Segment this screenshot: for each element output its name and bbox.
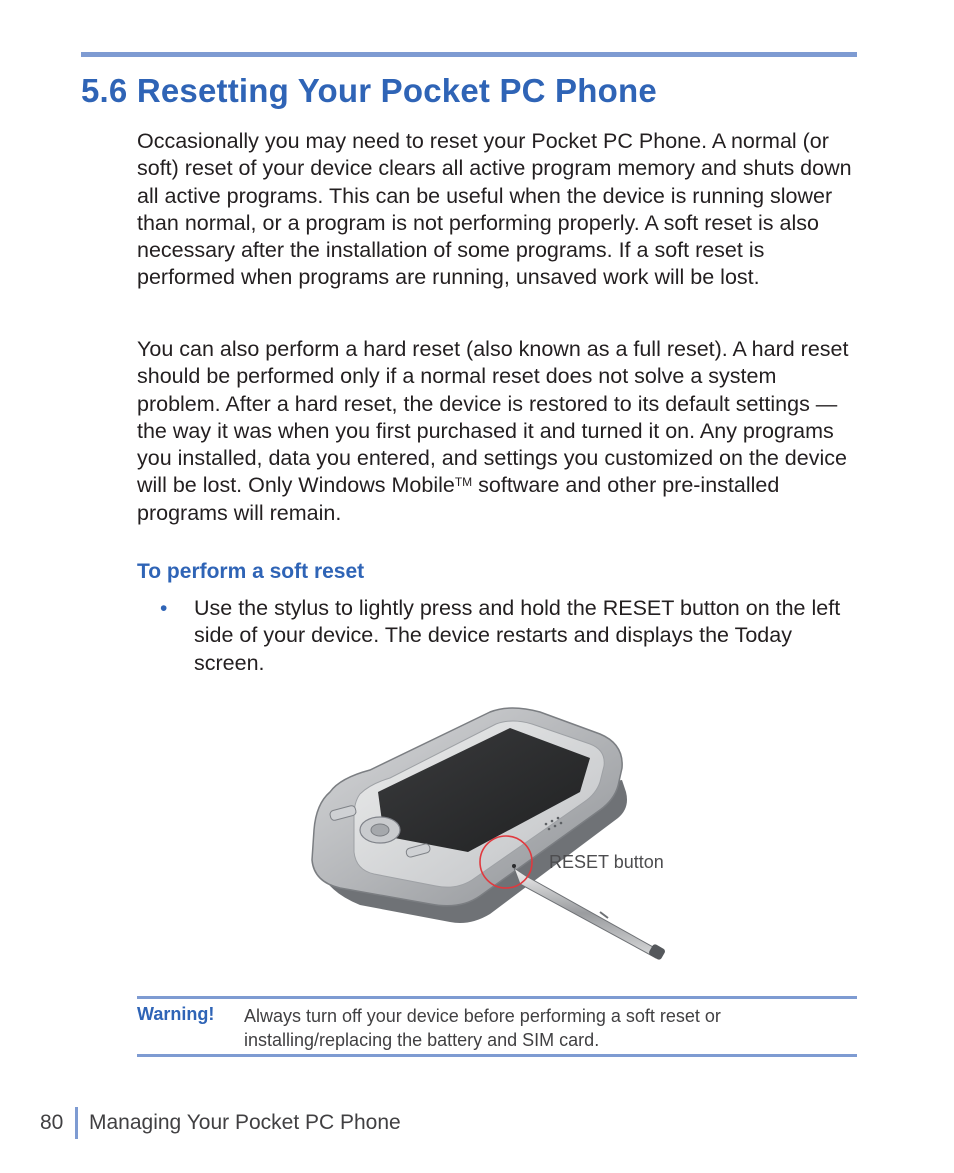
paragraph-hard-reset xyxy=(137,336,857,527)
warning-rule-top xyxy=(137,996,857,999)
pocket-pc-device-image xyxy=(300,700,690,970)
paragraph-hard-reset-tail: software and other pre-installed programs will remain. xyxy=(137,473,780,525)
section-title: 5.6 Resetting Your Pocket PC Phone xyxy=(81,72,657,109)
footer-divider xyxy=(75,1107,78,1139)
footer-chapter-title: Managing Your Pocket PC Phone xyxy=(89,1111,401,1134)
procedure-step-text: Use the stylus to lightly press and hold the RESET button on the left side of your device. The device restarts and displays the Today screen. xyxy=(194,596,841,675)
warning-label: Warning! xyxy=(137,1004,215,1024)
device-illustration xyxy=(300,700,690,970)
paragraph-hard-reset-text: You can also perform a hard reset (also known as a full reset). A hard reset should be performed only if a normal reset does not solve a system problem. After a hard reset, the device is restored to its default settings — the way it was when you first purchased it and turned it on. Any programs you installed, data you entered, and settings you customized on the device will be lost. Only Windows Mobile xyxy=(137,337,849,498)
trademark-mark: TM xyxy=(454,475,473,490)
stylus xyxy=(514,868,666,961)
page-number: 80 xyxy=(40,1111,64,1134)
procedure-heading: To perform a soft reset xyxy=(137,560,365,583)
warning-text: Always turn off your device before performing a soft reset or installing/replacing the battery and SIM card. xyxy=(244,1006,721,1050)
reset-button-callout-label: RESET button xyxy=(549,852,664,872)
bullet-icon: • xyxy=(160,597,168,620)
top-rule xyxy=(81,52,857,57)
paragraph-soft-reset: Occasionally you may need to reset your Pocket PC Phone. A normal (or soft) reset of your device clears all active program memory and shuts down all active programs. This can be useful when the device is running slower than normal, or a program is not performing properly. A soft reset is also necessary after the installation of some programs. If a soft reset is performed when programs are running, unsaved work will be lost. xyxy=(137,129,852,290)
warning-rule-bottom xyxy=(137,1054,857,1057)
